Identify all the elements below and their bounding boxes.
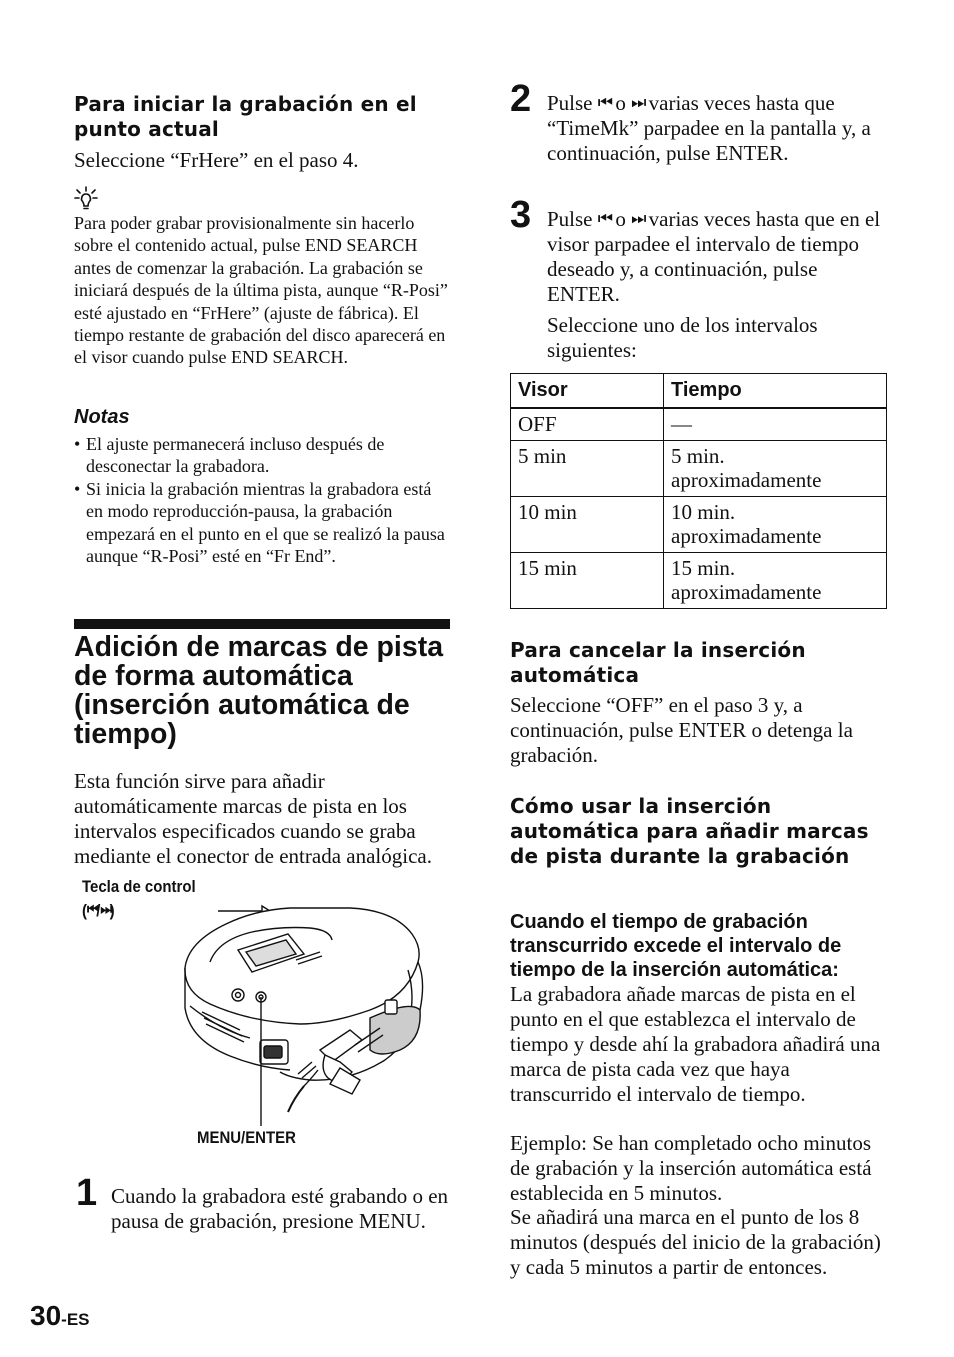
prev-track-icon: ⏮ <box>597 93 611 113</box>
howto-subheading: Cuando el tiempo de grabación transcurrido excede el intervalo de tiempo de la inserción automática: <box>510 911 842 981</box>
main-title: Adición de marcas de pista de forma automática (inserción automática de tiempo) <box>74 631 444 750</box>
tip-text: Para poder grabar provisionalmente sin hacerlo sobre el contenido actual, pulse END SEARCH antes de comenzar la grabación. La grabación se iniciará después de la última pista, aunque “R-Posi” esté ajustado en “FrHere” (ajuste de fábrica). El tiempo restante de grabación del disco aparecerá en el visor cuando pulse END SEARCH. <box>74 213 448 368</box>
table-header-row <box>511 374 887 409</box>
table-header-tiempo: Tiempo <box>664 374 887 409</box>
step1-number: 1 <box>76 1172 98 1214</box>
table-row <box>511 497 887 553</box>
table-row <box>511 441 887 497</box>
table-cell: 15 min. aproximadamente <box>664 553 887 609</box>
step3-number: 3 <box>510 194 532 236</box>
prev-track-icon: ⏮ <box>86 900 97 918</box>
howto-heading: Cómo usar la inserción automática para añadir marcas de pista durante la grabación <box>510 794 869 868</box>
section-heading-current-point: Para iniciar la grabación en el punto actual <box>74 92 417 141</box>
step2-number: 2 <box>510 78 532 120</box>
cancel-heading: Para cancelar la inserción automática <box>510 638 806 687</box>
figure-label-menu: MENU/ENTER <box>197 1128 296 1147</box>
recorder-illustration <box>180 900 450 1130</box>
figure-label-control: Tecla de control (⏮/⏭) <box>82 877 196 920</box>
notes-heading: Notas <box>74 406 130 428</box>
table-cell: — <box>664 408 887 441</box>
table-cell: 5 min. aproximadamente <box>664 441 887 497</box>
main-intro: Esta función sirve para añadir automáticamente marcas de pista en los intervalos especificados cuando se graba mediante el conector de entrada analógica. <box>74 769 432 868</box>
table-cell: 10 min <box>511 497 664 553</box>
section-divider-bar <box>74 619 450 629</box>
table-row <box>511 553 887 609</box>
step2-text: Pulse ⏮ o ⏭ varias veces hasta que “TimeMk” parpadee en la pantalla y, a continuación, pulse ENTER. <box>547 91 871 165</box>
step3-text: Pulse ⏮ o ⏭ varias veces hasta que en el visor parpadee el intervalo de tiempo deseado y, a continuación, pulse ENTER. <box>547 207 881 306</box>
prev-track-icon: ⏮ <box>597 209 611 229</box>
section-text-current-point: Seleccione “FrHere” en el paso 4. <box>74 148 359 172</box>
interval-table <box>510 373 887 609</box>
note-item: • El ajuste permanecerá incluso después de desconectar la grabadora. <box>74 433 452 478</box>
table-cell: 10 min. aproximadamente <box>664 497 887 553</box>
table-cell: 15 min <box>511 553 664 609</box>
howto-text1: La grabadora añade marcas de pista en el punto en el que establezca el intervalo de tiempo y desde ahí la grabadora añadirá una marca de pista cada vez que haya transcurrido el intervalo de tiempo. <box>510 982 881 1106</box>
table-header-visor: Visor <box>511 374 664 409</box>
next-track-icon: ⏭ <box>631 93 644 113</box>
howto-text2: Ejemplo: Se han completado ocho minutos de grabación y la inserción automática está establecida en 5 minutos. <box>510 1131 872 1205</box>
note-item: • Si inicia la grabación mientras la grabadora está en modo reproducción-pausa, la grabación empezará en el punto en el que se realizó la pausa aunque “R-Posi” esté en “Fr End”. <box>74 478 452 568</box>
table-cell: 5 min <box>511 441 664 497</box>
howto-text3: Se añadirá una marca en el punto de los 8 minutos (después del inicio de la grabación) y cada 5 minutos a partir de entonces. <box>510 1205 881 1279</box>
lightbulb-icon <box>74 186 98 212</box>
step1-text: Cuando la grabadora esté grabando o en pausa de grabación, presione MENU. <box>111 1184 449 1233</box>
notes-list <box>74 433 452 567</box>
table-cell: OFF <box>511 408 664 441</box>
cancel-text: Seleccione “OFF” en el paso 3 y, a continuación, pulse ENTER o detenga la grabación. <box>510 693 853 767</box>
table-row <box>511 408 887 441</box>
next-track-icon: ⏭ <box>100 900 110 918</box>
next-track-icon: ⏭ <box>631 209 644 229</box>
page-number: 30-ES <box>30 1300 90 1331</box>
step3-text2: Seleccione uno de los intervalos siguientes: <box>547 313 818 362</box>
